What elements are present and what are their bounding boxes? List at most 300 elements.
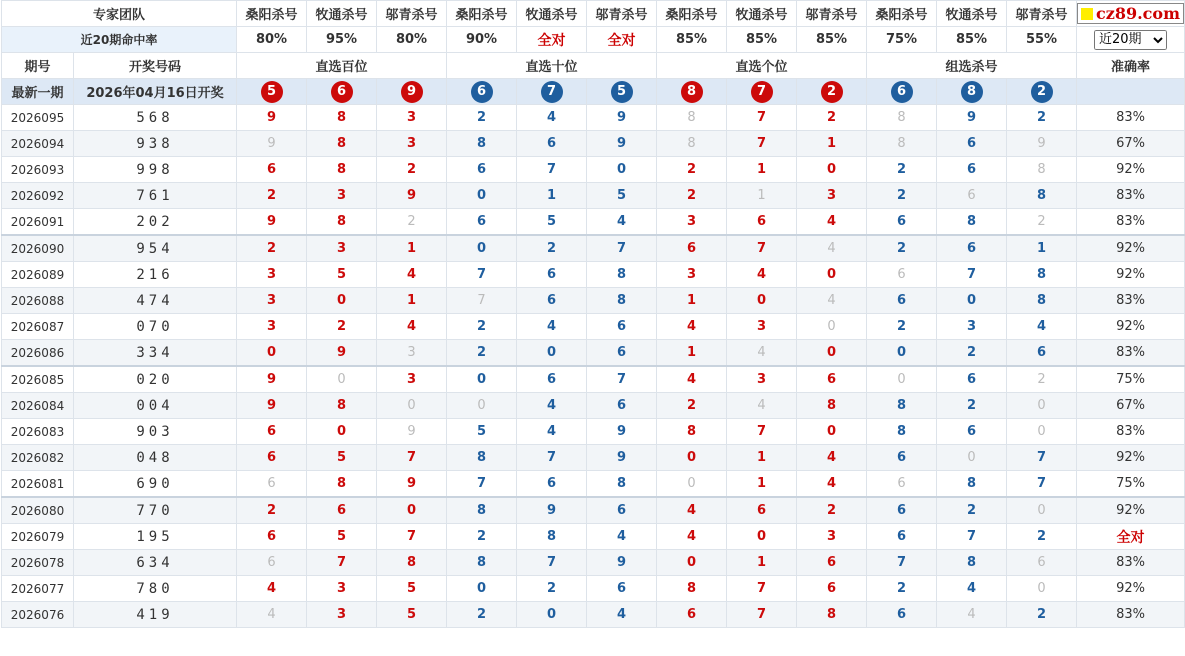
- kill-number: 6: [797, 550, 867, 576]
- table-row: [2, 262, 1185, 288]
- table-row: [2, 209, 1185, 236]
- kill-number: 8: [657, 131, 727, 157]
- kill-number: 6: [237, 524, 307, 550]
- kill-number: 9: [377, 471, 447, 498]
- kill-number: 6: [517, 262, 587, 288]
- kill-number: 7: [517, 157, 587, 183]
- issue-number: 2026087: [2, 314, 74, 340]
- kill-number: 8: [1007, 262, 1077, 288]
- kill-number: 1: [797, 131, 867, 157]
- kill-number: 7: [1007, 471, 1077, 498]
- kill-number: 2: [447, 524, 517, 550]
- kill-number: 7: [377, 524, 447, 550]
- kill-number: 8: [517, 524, 587, 550]
- kill-number: 4: [657, 314, 727, 340]
- kill-number: 8: [937, 471, 1007, 498]
- kill-number: 7: [307, 550, 377, 576]
- expert-name: 桑阳杀号: [237, 1, 307, 27]
- kill-number: 3: [377, 340, 447, 367]
- issue-number: 2026093: [2, 157, 74, 183]
- table-row: [2, 340, 1185, 367]
- kill-number: 2: [867, 157, 937, 183]
- kill-number: 8: [867, 393, 937, 419]
- kill-number: 4: [1007, 314, 1077, 340]
- kill-number: 8: [937, 550, 1007, 576]
- kill-number: 8: [447, 497, 517, 524]
- hit-rate-label: 近20期命中率: [2, 27, 237, 53]
- expert-name: 桑阳杀号: [867, 1, 937, 27]
- kill-number: 2: [1007, 105, 1077, 131]
- draw-number: 761: [74, 183, 237, 209]
- table-row: [2, 366, 1185, 393]
- kill-number: 8: [447, 550, 517, 576]
- accuracy-value: 67%: [1077, 393, 1185, 419]
- kill-number: 8: [587, 288, 657, 314]
- expert-name: 邬青杀号: [797, 1, 867, 27]
- kill-number: 8: [867, 131, 937, 157]
- kill-number: 6: [1007, 550, 1077, 576]
- kill-number: 3: [797, 524, 867, 550]
- expert-name: 牧通杀号: [937, 1, 1007, 27]
- kill-number: 4: [657, 366, 727, 393]
- kill-number: 5: [307, 524, 377, 550]
- kill-number: 2: [1007, 366, 1077, 393]
- kill-number: 6: [867, 497, 937, 524]
- table-row: [2, 445, 1185, 471]
- accuracy-value: 92%: [1077, 235, 1185, 262]
- kill-number: 9: [937, 105, 1007, 131]
- issue-number: 2026082: [2, 445, 74, 471]
- draw-number: 954: [74, 235, 237, 262]
- kill-number: 0: [797, 314, 867, 340]
- expert-name: 桑阳杀号: [657, 1, 727, 27]
- kill-number: 6: [1007, 340, 1077, 367]
- kill-number: 0: [307, 419, 377, 445]
- kill-number: 3: [657, 262, 727, 288]
- kill-number: 2: [517, 235, 587, 262]
- kill-number: 8: [587, 471, 657, 498]
- kill-number: 9: [237, 366, 307, 393]
- accuracy-value: 75%: [1077, 471, 1185, 498]
- hit-rate: 90%: [447, 27, 517, 53]
- table-row: [2, 524, 1185, 550]
- kill-number: 3: [657, 209, 727, 236]
- kill-number: 1: [727, 183, 797, 209]
- draw-number: 474: [74, 288, 237, 314]
- kill-number: 1: [1007, 235, 1077, 262]
- accuracy-value: 92%: [1077, 262, 1185, 288]
- issue-number: 2026077: [2, 576, 74, 602]
- issue-number: 2026089: [2, 262, 74, 288]
- kill-number: 7: [587, 235, 657, 262]
- hit-rate-row: [2, 27, 1185, 53]
- prediction-ball: 7: [751, 81, 773, 103]
- kill-number: 5: [307, 445, 377, 471]
- kill-number: 1: [727, 445, 797, 471]
- prediction-ball: 8: [961, 81, 983, 103]
- kill-number: 0: [447, 576, 517, 602]
- latest-label: 最新一期: [2, 79, 74, 105]
- kill-number: 0: [727, 524, 797, 550]
- kill-number: 3: [377, 105, 447, 131]
- kill-number: 6: [867, 445, 937, 471]
- kill-number: 3: [797, 183, 867, 209]
- kill-number: 6: [237, 157, 307, 183]
- kill-number: 1: [727, 157, 797, 183]
- hit-rate: 85%: [727, 27, 797, 53]
- draw-number: 903: [74, 419, 237, 445]
- kill-number: 3: [307, 235, 377, 262]
- kill-number: 4: [237, 576, 307, 602]
- kill-number: 0: [307, 288, 377, 314]
- kill-number: 7: [447, 288, 517, 314]
- prediction-ball: 2: [821, 81, 843, 103]
- kill-number: 2: [447, 340, 517, 367]
- kill-number: 2: [1007, 524, 1077, 550]
- kill-number: 6: [937, 235, 1007, 262]
- kill-number: 6: [937, 419, 1007, 445]
- draw-number: 202: [74, 209, 237, 236]
- site-logo[interactable]: [1077, 3, 1184, 24]
- kill-number: 0: [867, 366, 937, 393]
- kill-number: 7: [447, 262, 517, 288]
- kill-number: 7: [727, 576, 797, 602]
- kill-number: 0: [517, 340, 587, 367]
- kill-number: 9: [587, 445, 657, 471]
- kill-number: 6: [587, 576, 657, 602]
- kill-number: 2: [377, 209, 447, 236]
- kill-number: 4: [937, 602, 1007, 628]
- kill-number: 2: [867, 183, 937, 209]
- kill-number: 8: [657, 419, 727, 445]
- kill-number: 9: [1007, 131, 1077, 157]
- draw-number: 195: [74, 524, 237, 550]
- kill-number: 4: [937, 576, 1007, 602]
- kill-number: 0: [517, 602, 587, 628]
- prediction-ball: 5: [261, 81, 283, 103]
- kill-number: 2: [797, 105, 867, 131]
- kill-number: 0: [447, 235, 517, 262]
- kill-number: 6: [937, 183, 1007, 209]
- kill-number: 4: [517, 419, 587, 445]
- kill-number: 1: [657, 288, 727, 314]
- col-draw: 开奖号码: [74, 53, 237, 79]
- draw-number: 048: [74, 445, 237, 471]
- table-row: [2, 131, 1185, 157]
- kill-number: 0: [867, 340, 937, 367]
- issue-number: 2026085: [2, 366, 74, 393]
- accuracy-value: 67%: [1077, 131, 1185, 157]
- hit-rate: 80%: [237, 27, 307, 53]
- kill-number: 3: [237, 262, 307, 288]
- kill-number: 7: [727, 419, 797, 445]
- kill-number: 4: [587, 602, 657, 628]
- prediction-ball: 6: [331, 81, 353, 103]
- kill-number: 4: [517, 393, 587, 419]
- issue-number: 2026083: [2, 419, 74, 445]
- kill-number: 3: [727, 366, 797, 393]
- kill-number: 4: [377, 262, 447, 288]
- kill-number: 1: [657, 340, 727, 367]
- hit-rate: 80%: [377, 27, 447, 53]
- draw-number: 770: [74, 497, 237, 524]
- issue-number: 2026095: [2, 105, 74, 131]
- kill-number: 8: [657, 105, 727, 131]
- draw-number: 998: [74, 157, 237, 183]
- hit-rate: 55%: [1007, 27, 1077, 53]
- kill-number: 9: [307, 340, 377, 367]
- kill-number: 6: [447, 209, 517, 236]
- kill-number: 6: [937, 131, 1007, 157]
- kill-number: 9: [587, 105, 657, 131]
- kill-number: 2: [1007, 209, 1077, 236]
- kill-number: 6: [867, 288, 937, 314]
- expert-name: 牧通杀号: [727, 1, 797, 27]
- accuracy-value: 83%: [1077, 105, 1185, 131]
- kill-number: 7: [867, 550, 937, 576]
- draw-number: 568: [74, 105, 237, 131]
- hit-rate: 95%: [307, 27, 377, 53]
- kill-number: 7: [727, 235, 797, 262]
- kill-number: 9: [237, 209, 307, 236]
- team-label: 专家团队: [2, 1, 237, 27]
- hit-rate: 全对: [587, 27, 657, 53]
- kill-number: 0: [937, 445, 1007, 471]
- kill-number: 0: [797, 157, 867, 183]
- kill-number: 8: [587, 262, 657, 288]
- kill-number: 2: [237, 183, 307, 209]
- issue-number: 2026084: [2, 393, 74, 419]
- kill-number: 6: [727, 209, 797, 236]
- expert-name: 邬青杀号: [587, 1, 657, 27]
- kill-number: 7: [377, 445, 447, 471]
- prediction-ball: 8: [681, 81, 703, 103]
- kill-number: 2: [1007, 602, 1077, 628]
- accuracy-value: 83%: [1077, 288, 1185, 314]
- kill-number: 7: [937, 524, 1007, 550]
- period-select-cell: [1077, 27, 1185, 53]
- kill-number: 6: [237, 550, 307, 576]
- table-row: [2, 576, 1185, 602]
- kill-number: 0: [797, 340, 867, 367]
- latest-date: 2026年04月16日开奖: [74, 79, 237, 105]
- kill-number: 6: [237, 471, 307, 498]
- kill-number: 8: [307, 105, 377, 131]
- kill-number: 0: [447, 183, 517, 209]
- kill-number: 8: [657, 576, 727, 602]
- prediction-ball: 7: [541, 81, 563, 103]
- kill-number: 1: [377, 288, 447, 314]
- kill-number: 6: [867, 524, 937, 550]
- prediction-ball: 6: [891, 81, 913, 103]
- kill-number: 2: [377, 157, 447, 183]
- expert-name: 牧通杀号: [517, 1, 587, 27]
- issue-number: 2026092: [2, 183, 74, 209]
- kill-number: 6: [867, 602, 937, 628]
- kill-number: 6: [657, 235, 727, 262]
- col-issue: 期号: [2, 53, 74, 79]
- period-select[interactable]: [1094, 30, 1167, 50]
- kill-number: 4: [727, 393, 797, 419]
- table-row: [2, 550, 1185, 576]
- kill-number: 2: [307, 314, 377, 340]
- kill-number: 4: [237, 602, 307, 628]
- kill-number: 0: [377, 497, 447, 524]
- kill-number: 0: [447, 366, 517, 393]
- kill-number: 4: [797, 235, 867, 262]
- issue-number: 2026078: [2, 550, 74, 576]
- kill-number: 9: [517, 497, 587, 524]
- kill-number: 4: [727, 340, 797, 367]
- kill-number: 8: [1007, 157, 1077, 183]
- kill-number: 6: [517, 288, 587, 314]
- table-row: [2, 393, 1185, 419]
- kill-number: 2: [937, 393, 1007, 419]
- kill-number: 0: [377, 393, 447, 419]
- accuracy-value: 全对: [1077, 524, 1185, 550]
- kill-number: 1: [517, 183, 587, 209]
- kill-number: 6: [587, 497, 657, 524]
- kill-number: 2: [237, 235, 307, 262]
- kill-number: 2: [797, 497, 867, 524]
- kill-number: 0: [1007, 576, 1077, 602]
- kill-number: 2: [867, 576, 937, 602]
- kill-number: 6: [937, 157, 1007, 183]
- accuracy-value: 83%: [1077, 602, 1185, 628]
- kill-number: 8: [1007, 288, 1077, 314]
- draw-number: 020: [74, 366, 237, 393]
- kill-number: 8: [937, 209, 1007, 236]
- kill-number: 8: [797, 602, 867, 628]
- kill-number: 6: [237, 419, 307, 445]
- kill-number: 6: [447, 157, 517, 183]
- kill-number: 2: [657, 183, 727, 209]
- kill-number: 2: [517, 576, 587, 602]
- kill-number: 6: [657, 602, 727, 628]
- kill-number: 5: [587, 183, 657, 209]
- draw-number: 004: [74, 393, 237, 419]
- issue-number: 2026079: [2, 524, 74, 550]
- kill-number: 6: [867, 471, 937, 498]
- kill-number: 0: [1007, 393, 1077, 419]
- draw-number: 070: [74, 314, 237, 340]
- kill-number: 2: [237, 497, 307, 524]
- expert-name: 邬青杀号: [1007, 1, 1077, 27]
- kill-number: 9: [587, 131, 657, 157]
- accuracy-value: 92%: [1077, 576, 1185, 602]
- kill-number: 0: [797, 419, 867, 445]
- expert-kill-table: [1, 0, 1185, 628]
- kill-number: 4: [727, 262, 797, 288]
- kill-number: 0: [937, 288, 1007, 314]
- hit-rate: 85%: [937, 27, 1007, 53]
- kill-number: 8: [1007, 183, 1077, 209]
- kill-number: 7: [1007, 445, 1077, 471]
- draw-number: 690: [74, 471, 237, 498]
- kill-number: 2: [937, 340, 1007, 367]
- draw-number: 216: [74, 262, 237, 288]
- draw-number: 938: [74, 131, 237, 157]
- issue-number: 2026091: [2, 209, 74, 236]
- kill-number: 6: [237, 445, 307, 471]
- kill-number: 6: [517, 366, 587, 393]
- table-row: [2, 471, 1185, 498]
- kill-number: 6: [517, 131, 587, 157]
- kill-number: 3: [377, 131, 447, 157]
- kill-number: 7: [517, 445, 587, 471]
- kill-number: 5: [517, 209, 587, 236]
- col-group-units: 直选个位: [657, 53, 867, 79]
- table-row: [2, 497, 1185, 524]
- kill-number: 4: [797, 471, 867, 498]
- kill-number: 2: [867, 314, 937, 340]
- kill-number: 6: [797, 366, 867, 393]
- kill-number: 2: [447, 314, 517, 340]
- kill-number: 3: [307, 183, 377, 209]
- kill-number: 3: [237, 314, 307, 340]
- draw-number: 634: [74, 550, 237, 576]
- kill-number: 8: [307, 157, 377, 183]
- logo-cell: [1077, 1, 1185, 27]
- kill-number: 4: [657, 497, 727, 524]
- kill-number: 0: [307, 366, 377, 393]
- expert-team-row: [2, 1, 1185, 27]
- prediction-ball: 2: [1031, 81, 1053, 103]
- prediction-ball: 9: [401, 81, 423, 103]
- kill-number: 8: [447, 445, 517, 471]
- kill-number: 3: [727, 314, 797, 340]
- table-row: [2, 314, 1185, 340]
- kill-number: 6: [587, 393, 657, 419]
- kill-number: 8: [307, 131, 377, 157]
- kill-number: 9: [237, 105, 307, 131]
- accuracy-value: 83%: [1077, 550, 1185, 576]
- table-row: [2, 183, 1185, 209]
- kill-number: 8: [797, 393, 867, 419]
- kill-number: 4: [797, 445, 867, 471]
- kill-number: 2: [657, 157, 727, 183]
- kill-number: 2: [867, 235, 937, 262]
- kill-number: 2: [447, 602, 517, 628]
- expert-name: 桑阳杀号: [447, 1, 517, 27]
- kill-number: 4: [377, 314, 447, 340]
- kill-number: 6: [727, 497, 797, 524]
- issue-number: 2026088: [2, 288, 74, 314]
- prediction-ball: 5: [611, 81, 633, 103]
- expert-name: 邬青杀号: [377, 1, 447, 27]
- prediction-ball: 6: [471, 81, 493, 103]
- accuracy-value: 75%: [1077, 366, 1185, 393]
- logo-text: cz89.com: [1096, 4, 1181, 23]
- kill-number: 0: [657, 550, 727, 576]
- table-row: [2, 105, 1185, 131]
- table-row: [2, 157, 1185, 183]
- kill-number: 7: [447, 471, 517, 498]
- kill-number: 4: [797, 288, 867, 314]
- kill-number: 0: [1007, 419, 1077, 445]
- kill-number: 0: [1007, 497, 1077, 524]
- kill-number: 8: [377, 550, 447, 576]
- table-row: [2, 235, 1185, 262]
- kill-number: 4: [587, 524, 657, 550]
- kill-number: 8: [307, 209, 377, 236]
- accuracy-value: 83%: [1077, 340, 1185, 367]
- table-row: [2, 288, 1185, 314]
- kill-number: 2: [447, 105, 517, 131]
- col-group-tens: 直选十位: [447, 53, 657, 79]
- kill-number: 5: [377, 576, 447, 602]
- kill-number: 6: [587, 340, 657, 367]
